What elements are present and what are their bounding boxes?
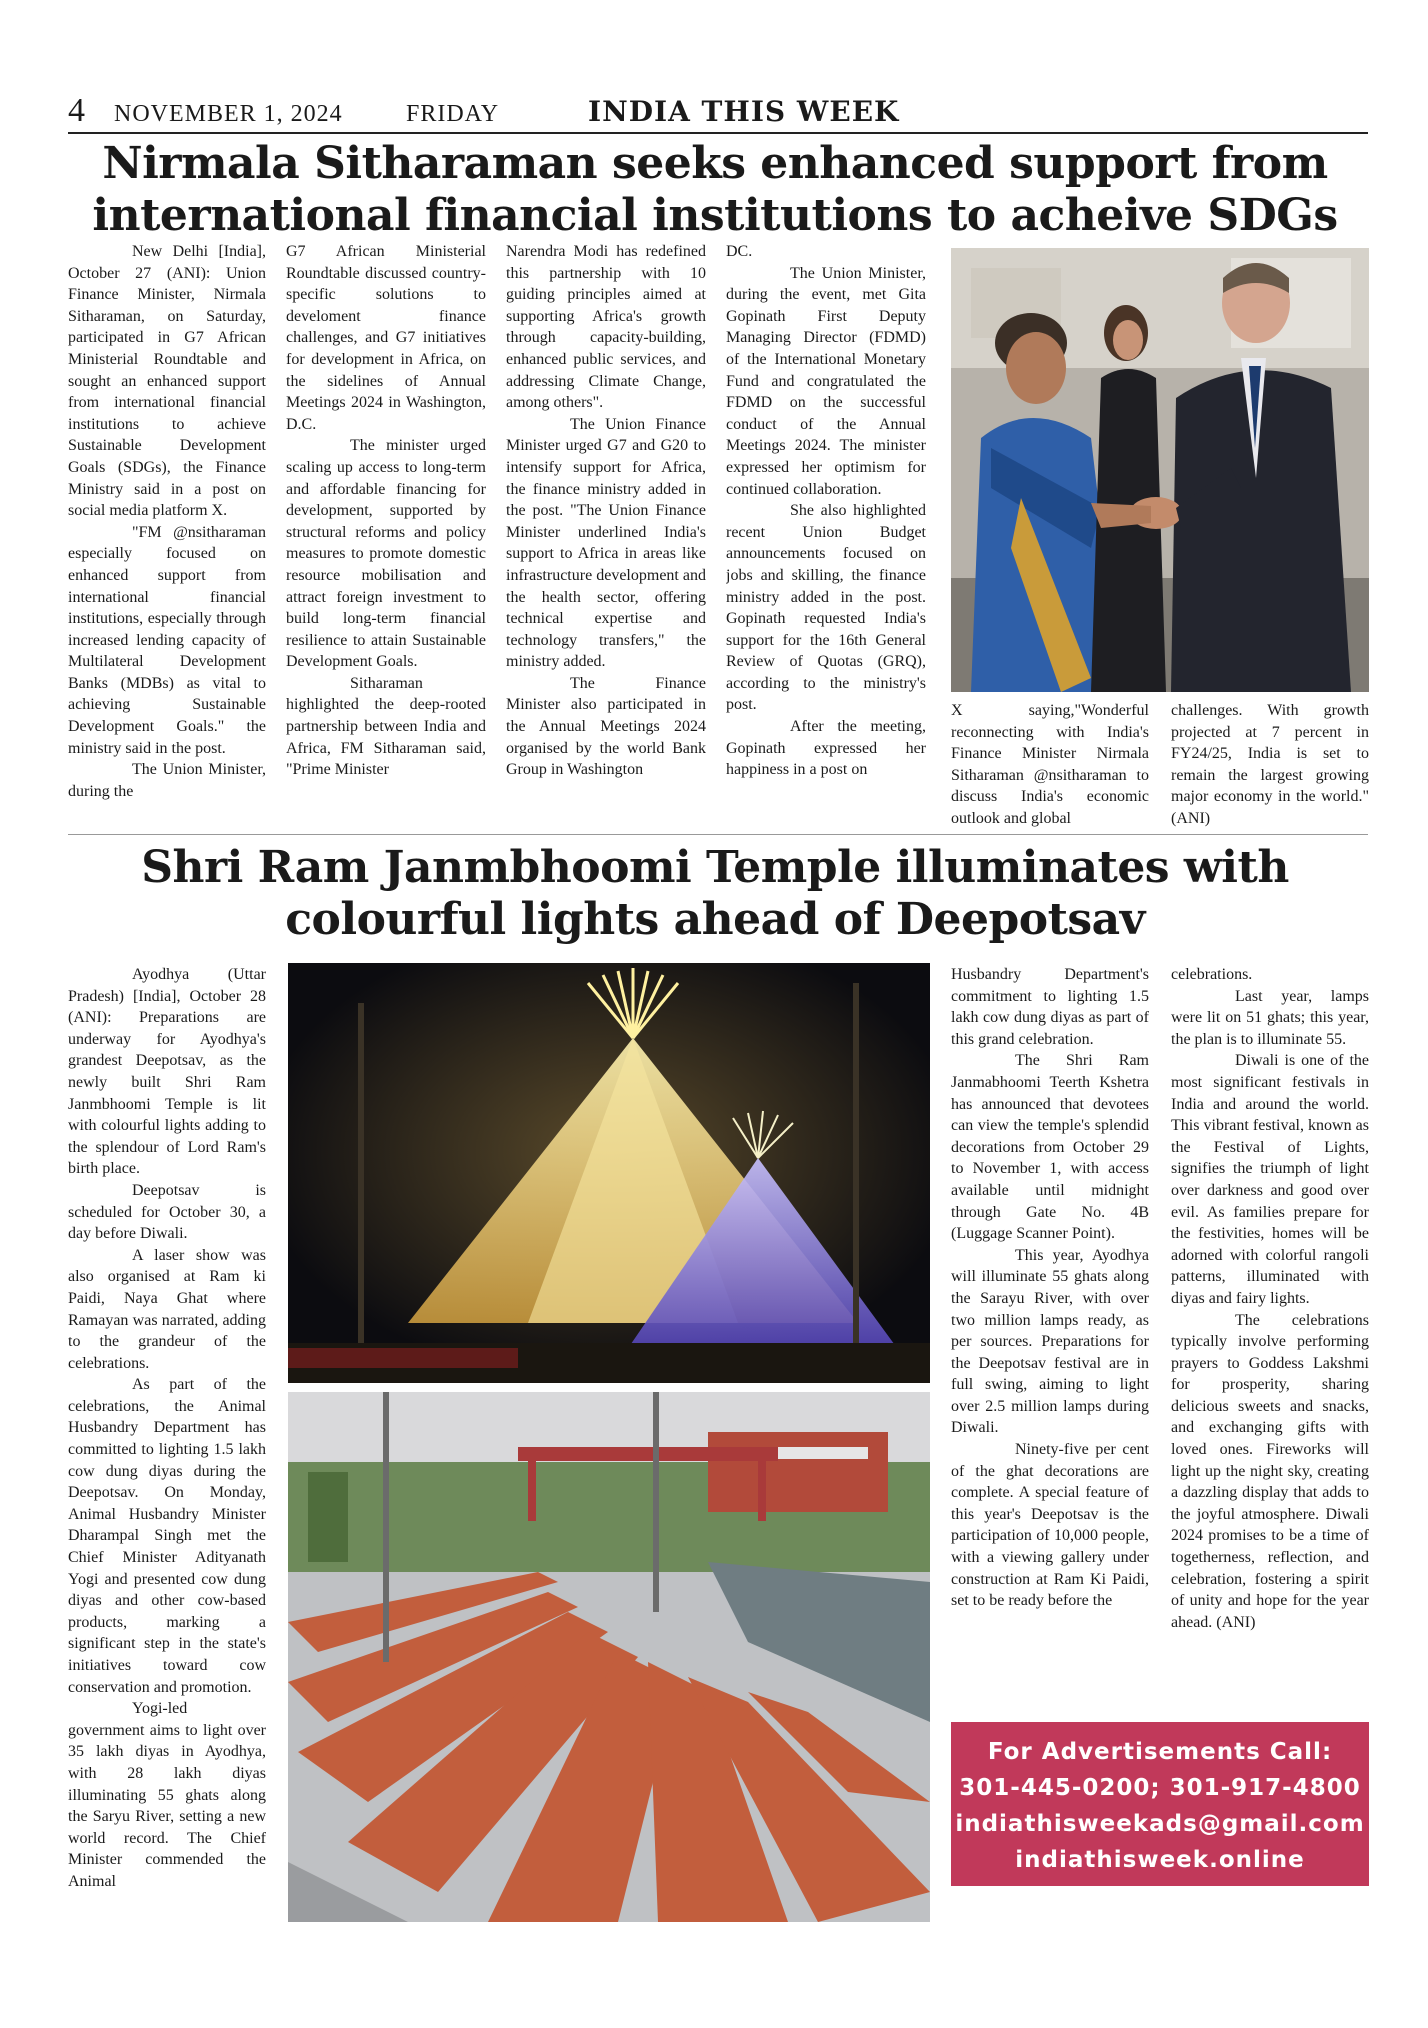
article2-paragraph: As part of the celebrations, the Animal Husbandry Department has committed to lighting 1.5 lakh cow dung diyas during the Deepotsav. On Monday, Animal Husbandry Minister Dharampal Singh met the Chief Minister Adityanath Yogi and presented cow dung diyas and other cow-based products, marking a significant step in the state's initiatives toward cow conservation and promotion. (68, 1376, 266, 1696)
article1-paragraph: X saying,"Wonderful reconnecting with India's Finance Minister Nirmala Sitharaman @nsitharaman to discuss India's economic outlook and global (951, 702, 1149, 827)
article2-column-2 (951, 964, 1149, 1724)
article1-paragraph: The Union Minister, during the event, met Gita Gopinath First Deputy Managing Director (FDMD) of the International Monetary Fund and congratulated the FDMD on the successful conduct of the Annual Meetings 2024. The minister expressed her optimism for continued collaboration. (726, 264, 926, 498)
ad-phone-numbers: 301-445-0200; 301-917-4800 (959, 1775, 1361, 1801)
article2-paragraph: Ninety-five per cent of the ghat decorations are complete. A special feature of this year's Deepotsav is the participation of 10,000 people, with a viewing gallery under construction at Ram Ki Paidi, set to be ready before the (951, 1441, 1149, 1610)
article2-paragraph: Ayodhya (Uttar Pradesh) [India], October 28 (ANI): Preparations are underway for Ayodhya's grandest Deepotsav, as the newly built Shri Ram Janmbhoomi Temple is lit with colourful lights adding to the splendour of Lord Ram's birth place. (68, 966, 266, 1178)
ad-email: indiathisweekads@gmail.com (955, 1811, 1365, 1837)
article2-paragraph: celebrations. (1171, 966, 1253, 983)
article2-paragraph: Husbandry Department's commitment to lighting 1.5 lakh cow dung diyas as part of this grand celebration. (951, 966, 1149, 1048)
article1-column-1 (68, 241, 266, 829)
article1-paragraph: DC. (726, 243, 753, 260)
advertisement-box (951, 1722, 1369, 1886)
ghat-diyas-photo (288, 1392, 930, 1922)
article1-paragraph: New Delhi [India], October 27 (ANI): Union Finance Minister, Nirmala Sitharaman, on Saturday, participated in G7 African Ministerial Roundtable and sought an enhanced support from international financial institutions to achieve Sustainable Development Goals (SDGs), the Finance Ministry said in a post on social media platform X. (68, 243, 266, 520)
article2-headline: Shri Ram Janmbhoomi Temple illuminates with colourful lights ahead of Deepotsav (141, 842, 1289, 945)
article2-paragraph: Last year, lamps were lit on 51 ghats; this year, the plan is to illuminate 55. (1171, 987, 1369, 1048)
article2-paragraph: Diwali is one of the most significant festivals in India and around the world. This vibrant festival, known as the Festival of Lights, signifies the triumph of light over darkness and good over evil. As families prepare for the festivities, homes will be adorned with colorful rangoli patterns, illuminated with diyas and fairy lights. (1171, 1052, 1369, 1307)
article1-column-2 (286, 241, 486, 829)
masthead (68, 90, 1368, 134)
article1-paragraph: "FM @nsitharaman especially focused on enhanced support from international financial institutions, especially through increased lending capacity of Multilateral Development Banks (MDBs) as vital to achieving Sustainable Development Goals." the ministry said in the post. (68, 523, 266, 757)
ad-heading: For Advertisements Call: (987, 1739, 1333, 1765)
article1-paragraph: After the meeting, Gopinath expressed her happiness in a post on (726, 718, 926, 779)
section-divider (68, 834, 1368, 835)
newspaper-name: INDIA THIS WEEK (588, 95, 900, 128)
article2-paragraph: Yogi-led government aims to light over 35 lakh diyas in Ayodhya, with 28 lakh diyas illuminating 55 ghats along the Saryu River, setting a new world record. The Chief Minister commended the Animal (68, 1700, 266, 1890)
article1-paragraph: G7 African Ministerial Roundtable discussed country-specific solutions to develoment finance challenges, and G7 initiatives for development in Africa, on the sidelines of Annual Meetings 2024 in Washington, D.C. (286, 243, 486, 433)
ad-website: indiathisweek.online (1015, 1847, 1305, 1873)
article1-column-5 (951, 700, 1149, 830)
ghat-diyas-illustration (288, 1392, 930, 1922)
issue-day: FRIDAY (406, 101, 500, 127)
temple-lights-photo (288, 963, 930, 1383)
article1-paragraph: Narendra Modi has redefined this partnership with 10 guiding principles aimed at supporting Africa's growth through capacity-building, enhanced public services, and addressing Climate Change, among others". (506, 243, 706, 412)
article2-paragraph: This year, Ayodhya will illuminate 55 ghats along the Sarayu River, with over two million lamps ready, as per sources. Preparations for the Deepotsav festival are in full swing, aiming to light over 2.5 million lamps during Diwali. (951, 1246, 1149, 1437)
article1-column-3 (506, 241, 706, 829)
article1-column-4 (726, 241, 926, 829)
article1-paragraph: The minister urged scaling up access to long-term and affordable financing for development, supported by structural reforms and policy measures to promote domestic resource mobilisation and attract foreign investment to build long-term financial resilience to attain Sustainable Development Goals. (286, 437, 486, 671)
handshake-photo (951, 248, 1369, 692)
article2-paragraph: A laser show was also organised at Ram ki Paidi, Naya Ghat where Ramayan was narrated, adding to the grandeur of the celebrations. (68, 1246, 266, 1372)
article2-column-3 (1171, 964, 1369, 1724)
article1-paragraph: The Union Finance Minister urged G7 and G20 to intensify support for Africa, the finance ministry added in the post. "The Union Finance Minister underlined India's support to Africa in areas like infrastructure development and the health sector, offering technical expertise and technology transfers," the ministry added. (506, 415, 706, 671)
article1-paragraph: Sitharaman highlighted the deep-rooted partnership between India and Africa, FM Sitharaman said, "Prime Minister (286, 674, 486, 779)
article2-paragraph: The celebrations typically involve performing prayers to Goddess Lakshmi for prosperity, sharing delicious sweets and snacks, and exchanging gifts with loved ones. Fireworks will light up the night sky, creating a dazzling display that adds to the joyful atmosphere. Diwali 2024 promises to be a time of togetherness, reflection, and celebration, fostering a spirit of unity and hope for the year ahead. (ANI) (1171, 1311, 1369, 1631)
handshake-illustration (951, 248, 1369, 692)
page-number: 4 (68, 92, 85, 129)
article2-column-1 (68, 964, 266, 2022)
article1-column-6 (1171, 700, 1369, 830)
article1-paragraph: The Finance Minister also participated in the Annual Meetings 2024 organised by the world Bank Group in Washington (506, 674, 706, 779)
article1-paragraph: She also highlighted recent Union Budget announcements focused on jobs and skilling, the finance ministry added in the post. Gopinath requested India's support for the 16th General Review of Quotas (GRQ), according to the ministry's post. (726, 502, 926, 714)
temple-lights-illustration (288, 963, 930, 1383)
article1-paragraph: The Union Minister, during the (68, 761, 266, 800)
article1-headline: Nirmala Sitharaman seeks enhanced support from international financial institutions to acheive SDGs (92, 138, 1338, 241)
article2-paragraph: Deepotsav is scheduled for October 30, a day before Diwali. (68, 1181, 266, 1243)
article1-paragraph: challenges. With growth projected at 7 percent in FY24/25, India is set to remain the largest growing major economy in the world." (ANI) (1171, 702, 1369, 827)
issue-date: NOVEMBER 1, 2024 (114, 101, 343, 127)
article2-paragraph: The Shri Ram Janmabhoomi Teerth Kshetra has announced that devotees can view the temple's splendid decorations from October 29 to November 1, with access available until midnight through Gate No. 4B (Luggage Scanner Point). (951, 1052, 1149, 1243)
